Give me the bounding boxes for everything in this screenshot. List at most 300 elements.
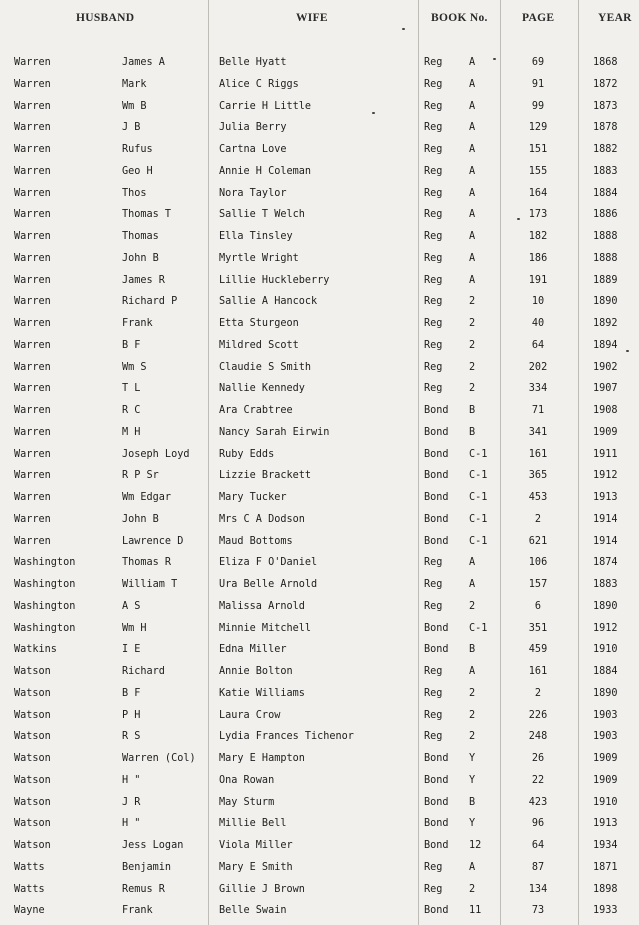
table-row: [0, 883, 639, 904]
book-number: C-1: [469, 535, 488, 547]
book-type: Reg: [424, 600, 443, 612]
book-number: 12: [469, 840, 482, 851]
book-number: A: [469, 187, 476, 199]
husband-given-name: I E: [122, 644, 141, 656]
book-number: 2: [469, 318, 476, 329]
husband-given-name: Jess Logan: [122, 840, 184, 851]
header-husband: HUSBAND: [76, 12, 135, 24]
year: 1883: [593, 579, 618, 590]
husband-surname: Watkins: [14, 644, 57, 656]
ink-speck: [626, 350, 629, 352]
book-number: A: [469, 252, 476, 264]
book-number: 2: [469, 600, 476, 612]
book-number: B: [469, 644, 476, 656]
header-wife: WIFE: [296, 12, 328, 24]
header-year: YEAR: [598, 12, 632, 24]
wife-name: Laura Crow: [219, 709, 281, 721]
page-number: 173: [528, 209, 548, 221]
husband-surname: Warren: [14, 209, 51, 221]
husband-given-name: Wm B: [122, 100, 147, 112]
year: 1890: [593, 687, 618, 699]
table-row: [0, 317, 639, 338]
table-row: [0, 556, 639, 577]
page-number: 134: [528, 883, 548, 895]
wife-name: Sallie A Hancock: [219, 296, 318, 308]
page-number: 2: [534, 687, 542, 699]
table-row: [0, 817, 639, 838]
page-number: 248: [528, 731, 548, 743]
page-number: 64: [531, 840, 545, 851]
book-number: A: [469, 144, 476, 155]
husband-surname: Warren: [14, 187, 51, 199]
husband-surname: Washington: [14, 622, 76, 634]
book-type: Reg: [424, 361, 443, 373]
table-row: [0, 448, 639, 469]
husband-given-name: T L: [122, 383, 141, 395]
wife-name: Nancy Sarah Eirwin: [219, 426, 330, 438]
table-row: [0, 513, 639, 534]
page-number: 164: [528, 187, 548, 199]
husband-given-name: Geo H: [122, 165, 153, 177]
husband-surname: Warren: [14, 361, 51, 373]
book-type: Reg: [424, 187, 443, 199]
book-type: Reg: [424, 709, 443, 721]
husband-given-name: Wm S: [122, 361, 147, 373]
ink-speck: [402, 28, 405, 30]
wife-name: Minnie Mitchell: [219, 622, 312, 634]
wife-name: Ura Belle Arnold: [219, 579, 318, 590]
table-row: [0, 56, 639, 77]
table-row: [0, 861, 639, 882]
husband-surname: Warren: [14, 122, 51, 134]
husband-surname: Warren: [14, 513, 51, 525]
husband-surname: Warren: [14, 144, 51, 155]
husband-given-name: John B: [122, 513, 159, 525]
book-number: 2: [469, 731, 476, 743]
husband-given-name: Richard P: [122, 296, 178, 308]
year: 1913: [593, 818, 618, 830]
year: 1909: [593, 774, 618, 786]
page-number: 161: [528, 448, 548, 460]
book-number: C-1: [469, 448, 488, 460]
book-number: A: [469, 557, 476, 569]
wife-name: Etta Sturgeon: [219, 318, 299, 329]
page-number: 64: [531, 339, 545, 351]
husband-given-name: Warren (Col): [122, 753, 196, 764]
husband-surname: Wayne: [14, 905, 45, 917]
page-number: 2: [534, 513, 542, 525]
table-row: [0, 78, 639, 99]
year: 1912: [593, 470, 618, 482]
husband-surname: Warren: [14, 231, 51, 242]
page-number: 161: [528, 666, 548, 677]
wife-name: Alice C Riggs: [219, 78, 299, 90]
book-type: Bond: [424, 426, 449, 438]
table-row: [0, 143, 639, 164]
book-type: Bond: [424, 622, 449, 634]
page-number: 22: [531, 774, 545, 786]
year: 1910: [593, 644, 618, 656]
husband-surname: Warren: [14, 470, 51, 482]
husband-given-name: Thomas R: [122, 557, 172, 569]
table-row: [0, 752, 639, 773]
table-row: [0, 165, 639, 186]
book-number: A: [469, 78, 476, 90]
husband-surname: Watson: [14, 796, 51, 808]
year: 1898: [593, 883, 618, 895]
page-number: 87: [531, 861, 545, 873]
page-number: 182: [528, 231, 548, 242]
wife-name: Malissa Arnold: [219, 600, 305, 612]
year: 1872: [593, 78, 618, 90]
table-row: [0, 187, 639, 208]
husband-given-name: Thos: [122, 187, 147, 199]
book-type: Bond: [424, 753, 449, 764]
husband-given-name: James A: [122, 57, 165, 68]
table-row: [0, 600, 639, 621]
husband-given-name: Richard: [122, 666, 165, 677]
husband-surname: Washington: [14, 557, 76, 569]
husband-given-name: B F: [122, 339, 141, 351]
table-row: [0, 361, 639, 382]
year: 1903: [593, 709, 618, 721]
husband-surname: Warren: [14, 426, 51, 438]
book-type: Bond: [424, 470, 449, 482]
husband-given-name: Benjamin: [122, 861, 172, 873]
wife-name: Annie H Coleman: [219, 165, 312, 177]
page-number: 365: [528, 470, 548, 482]
year: 1910: [593, 796, 618, 808]
book-type: Reg: [424, 209, 443, 221]
wife-name: Claudie S Smith: [219, 361, 312, 373]
table-row: [0, 643, 639, 664]
wife-name: Annie Bolton: [219, 666, 293, 677]
book-type: Reg: [424, 339, 443, 351]
page-number: 69: [531, 57, 545, 68]
book-type: Reg: [424, 231, 443, 242]
husband-given-name: William T: [122, 579, 178, 590]
husband-surname: Washington: [14, 579, 76, 590]
book-number: 2: [469, 296, 476, 308]
book-type: Bond: [424, 774, 449, 786]
page-number: 73: [531, 905, 545, 917]
husband-given-name: B F: [122, 687, 141, 699]
page-number: 341: [528, 426, 548, 438]
husband-given-name: Frank: [122, 905, 153, 917]
book-type: Reg: [424, 883, 443, 895]
husband-surname: Watson: [14, 687, 51, 699]
ink-speck: [517, 218, 520, 220]
table-row: [0, 491, 639, 512]
header-page: PAGE: [522, 12, 555, 24]
book-type: Bond: [424, 644, 449, 656]
husband-given-name: Joseph Loyd: [122, 448, 190, 460]
book-number: Y: [469, 818, 476, 830]
husband-given-name: P H: [122, 709, 141, 721]
book-type: Bond: [424, 448, 449, 460]
wife-name: Nallie Kennedy: [219, 383, 305, 395]
wife-name: Ruby Edds: [219, 448, 275, 460]
table-row: [0, 578, 639, 599]
book-number: A: [469, 231, 476, 242]
book-number: A: [469, 861, 476, 873]
year: 1914: [593, 513, 618, 525]
book-type: Reg: [424, 122, 443, 134]
table-row: [0, 709, 639, 730]
book-number: 2: [469, 383, 476, 395]
book-number: 11: [469, 905, 482, 917]
year: 1884: [593, 187, 618, 199]
husband-given-name: James R: [122, 274, 165, 286]
page-number: 91: [531, 78, 545, 90]
table-row: [0, 404, 639, 425]
wife-name: Nora Taylor: [219, 187, 287, 199]
book-number: A: [469, 666, 476, 677]
year: 1909: [593, 426, 618, 438]
table-row: [0, 796, 639, 817]
husband-surname: Warren: [14, 318, 51, 329]
wife-name: Maud Bottoms: [219, 535, 293, 547]
husband-given-name: Rufus: [122, 144, 153, 155]
wife-name: Belle Swain: [219, 905, 287, 917]
husband-given-name: Thomas T: [122, 209, 172, 221]
husband-given-name: H ": [122, 818, 141, 830]
year: 1888: [593, 231, 618, 242]
wife-name: Mrs C A Dodson: [219, 513, 305, 525]
book-number: A: [469, 165, 476, 177]
year: 1912: [593, 622, 618, 634]
book-type: Reg: [424, 731, 443, 743]
husband-surname: Warren: [14, 383, 51, 395]
wife-name: Katie Williams: [219, 687, 305, 699]
husband-surname: Washington: [14, 600, 76, 612]
wife-name: Sallie T Welch: [219, 209, 305, 221]
page-number: 155: [528, 165, 548, 177]
page-number: 6: [534, 600, 542, 612]
year: 1908: [593, 405, 618, 416]
husband-surname: Watson: [14, 774, 51, 786]
page-number: 151: [528, 144, 548, 155]
book-number: A: [469, 579, 476, 590]
page-number: 96: [531, 818, 545, 830]
wife-name: Julia Berry: [219, 122, 287, 134]
book-number: A: [469, 57, 476, 68]
year: 1902: [593, 361, 618, 373]
year: 1933: [593, 905, 618, 917]
husband-surname: Watson: [14, 840, 51, 851]
husband-given-name: Frank: [122, 318, 153, 329]
husband-given-name: Mark: [122, 78, 147, 90]
wife-name: Eliza F O'Daniel: [219, 557, 318, 569]
husband-surname: Warren: [14, 252, 51, 264]
page-number: 10: [531, 296, 545, 308]
year: 1888: [593, 252, 618, 264]
husband-given-name: J R: [122, 796, 141, 808]
table-row: [0, 730, 639, 751]
table-row: [0, 469, 639, 490]
wife-name: Mary E Smith: [219, 861, 293, 873]
book-number: A: [469, 100, 476, 112]
book-type: Reg: [424, 78, 443, 90]
book-type: Bond: [424, 905, 449, 917]
book-type: Reg: [424, 383, 443, 395]
husband-given-name: A S: [122, 600, 141, 612]
page-number: 186: [528, 252, 548, 264]
year: 1884: [593, 666, 618, 677]
book-number: B: [469, 405, 476, 416]
husband-surname: Warren: [14, 448, 51, 460]
book-number: B: [469, 796, 476, 808]
table-row: [0, 208, 639, 229]
husband-given-name: Remus R: [122, 883, 165, 895]
year: 1907: [593, 383, 618, 395]
book-number: A: [469, 122, 476, 134]
table-row: [0, 774, 639, 795]
book-type: Reg: [424, 579, 443, 590]
husband-surname: Warren: [14, 78, 51, 90]
book-type: Bond: [424, 840, 449, 851]
table-row: [0, 839, 639, 860]
table-row: [0, 622, 639, 643]
husband-given-name: R P Sr: [122, 470, 159, 482]
book-type: Bond: [424, 513, 449, 525]
page-number: 106: [528, 557, 548, 569]
book-number: B: [469, 426, 476, 438]
book-type: Reg: [424, 252, 443, 264]
wife-name: Lizzie Brackett: [219, 470, 312, 482]
wife-name: Edna Miller: [219, 644, 287, 656]
book-number: C-1: [469, 513, 488, 525]
husband-given-name: Thomas: [122, 231, 159, 242]
table-row: [0, 339, 639, 360]
book-number: C-1: [469, 492, 488, 503]
table-row: [0, 535, 639, 556]
wife-name: Carrie H Little: [219, 100, 312, 112]
book-number: Y: [469, 774, 476, 786]
year: 1913: [593, 492, 618, 503]
husband-surname: Watson: [14, 666, 51, 677]
husband-surname: Warren: [14, 492, 51, 503]
book-type: Reg: [424, 57, 443, 68]
year: 1911: [593, 448, 618, 460]
year: 1909: [593, 753, 618, 764]
page-number: 129: [528, 122, 548, 134]
husband-surname: Watts: [14, 883, 45, 895]
husband-surname: Watson: [14, 709, 51, 721]
table-row: [0, 426, 639, 447]
book-number: Y: [469, 753, 476, 764]
book-number: A: [469, 209, 476, 221]
husband-given-name: M H: [122, 426, 141, 438]
book-number: C-1: [469, 622, 488, 634]
wife-name: Ona Rowan: [219, 774, 275, 786]
page-number: 191: [528, 274, 548, 286]
wife-name: Lydia Frances Tichenor: [219, 731, 354, 743]
year: 1871: [593, 861, 618, 873]
page-number: 351: [528, 622, 548, 634]
page-number: 40: [531, 318, 545, 329]
husband-surname: Warren: [14, 274, 51, 286]
year: 1890: [593, 600, 618, 612]
table-row: [0, 121, 639, 142]
book-type: Bond: [424, 818, 449, 830]
table-row: [0, 665, 639, 686]
year: 1903: [593, 731, 618, 743]
husband-surname: Watson: [14, 818, 51, 830]
page-number: 157: [528, 579, 548, 590]
table-row: [0, 382, 639, 403]
table-row: [0, 295, 639, 316]
wife-name: May Sturm: [219, 796, 275, 808]
year: 1889: [593, 274, 618, 286]
year: 1934: [593, 840, 618, 851]
book-type: Reg: [424, 861, 443, 873]
husband-given-name: H ": [122, 774, 141, 786]
husband-given-name: R S: [122, 731, 141, 743]
table-row: [0, 687, 639, 708]
ink-speck: [493, 58, 496, 60]
page-number: 423: [528, 796, 548, 808]
year: 1886: [593, 209, 618, 221]
book-type: Bond: [424, 796, 449, 808]
table-row: [0, 274, 639, 295]
wife-name: Cartna Love: [219, 144, 287, 155]
page-number: 202: [528, 361, 548, 373]
husband-given-name: Wm Edgar: [122, 492, 172, 503]
husband-surname: Watson: [14, 731, 51, 743]
year: 1868: [593, 57, 618, 68]
wife-name: Mary Tucker: [219, 492, 287, 503]
wife-name: Myrtle Wright: [219, 252, 299, 264]
wife-name: Millie Bell: [219, 818, 287, 830]
husband-surname: Warren: [14, 535, 51, 547]
husband-surname: Watts: [14, 861, 45, 873]
book-type: Reg: [424, 296, 443, 308]
husband-surname: Warren: [14, 296, 51, 308]
year: 1890: [593, 296, 618, 308]
book-type: Bond: [424, 492, 449, 503]
book-type: Reg: [424, 165, 443, 177]
year: 1873: [593, 100, 618, 112]
husband-given-name: R C: [122, 405, 141, 416]
wife-name: Mildred Scott: [219, 339, 299, 351]
book-number: 2: [469, 687, 476, 699]
page-number: 459: [528, 644, 548, 656]
husband-surname: Warren: [14, 405, 51, 416]
book-type: Reg: [424, 687, 443, 699]
page-number: 71: [531, 405, 545, 416]
page-number: 26: [531, 753, 545, 764]
wife-name: Ella Tinsley: [219, 231, 293, 242]
table-row: [0, 230, 639, 251]
wife-name: Viola Miller: [219, 840, 293, 851]
husband-surname: Warren: [14, 339, 51, 351]
table-row: [0, 100, 639, 121]
year: 1878: [593, 122, 618, 134]
wife-name: Mary E Hampton: [219, 753, 305, 764]
book-type: Reg: [424, 318, 443, 329]
book-number: 2: [469, 361, 476, 373]
husband-given-name: Lawrence D: [122, 535, 184, 547]
book-type: Bond: [424, 405, 449, 416]
book-type: Reg: [424, 557, 443, 569]
year: 1882: [593, 144, 618, 155]
table-row: [0, 252, 639, 273]
wife-name: Gillie J Brown: [219, 883, 305, 895]
husband-surname: Warren: [14, 100, 51, 112]
book-number: 2: [469, 339, 476, 351]
page-number: 99: [531, 100, 545, 112]
